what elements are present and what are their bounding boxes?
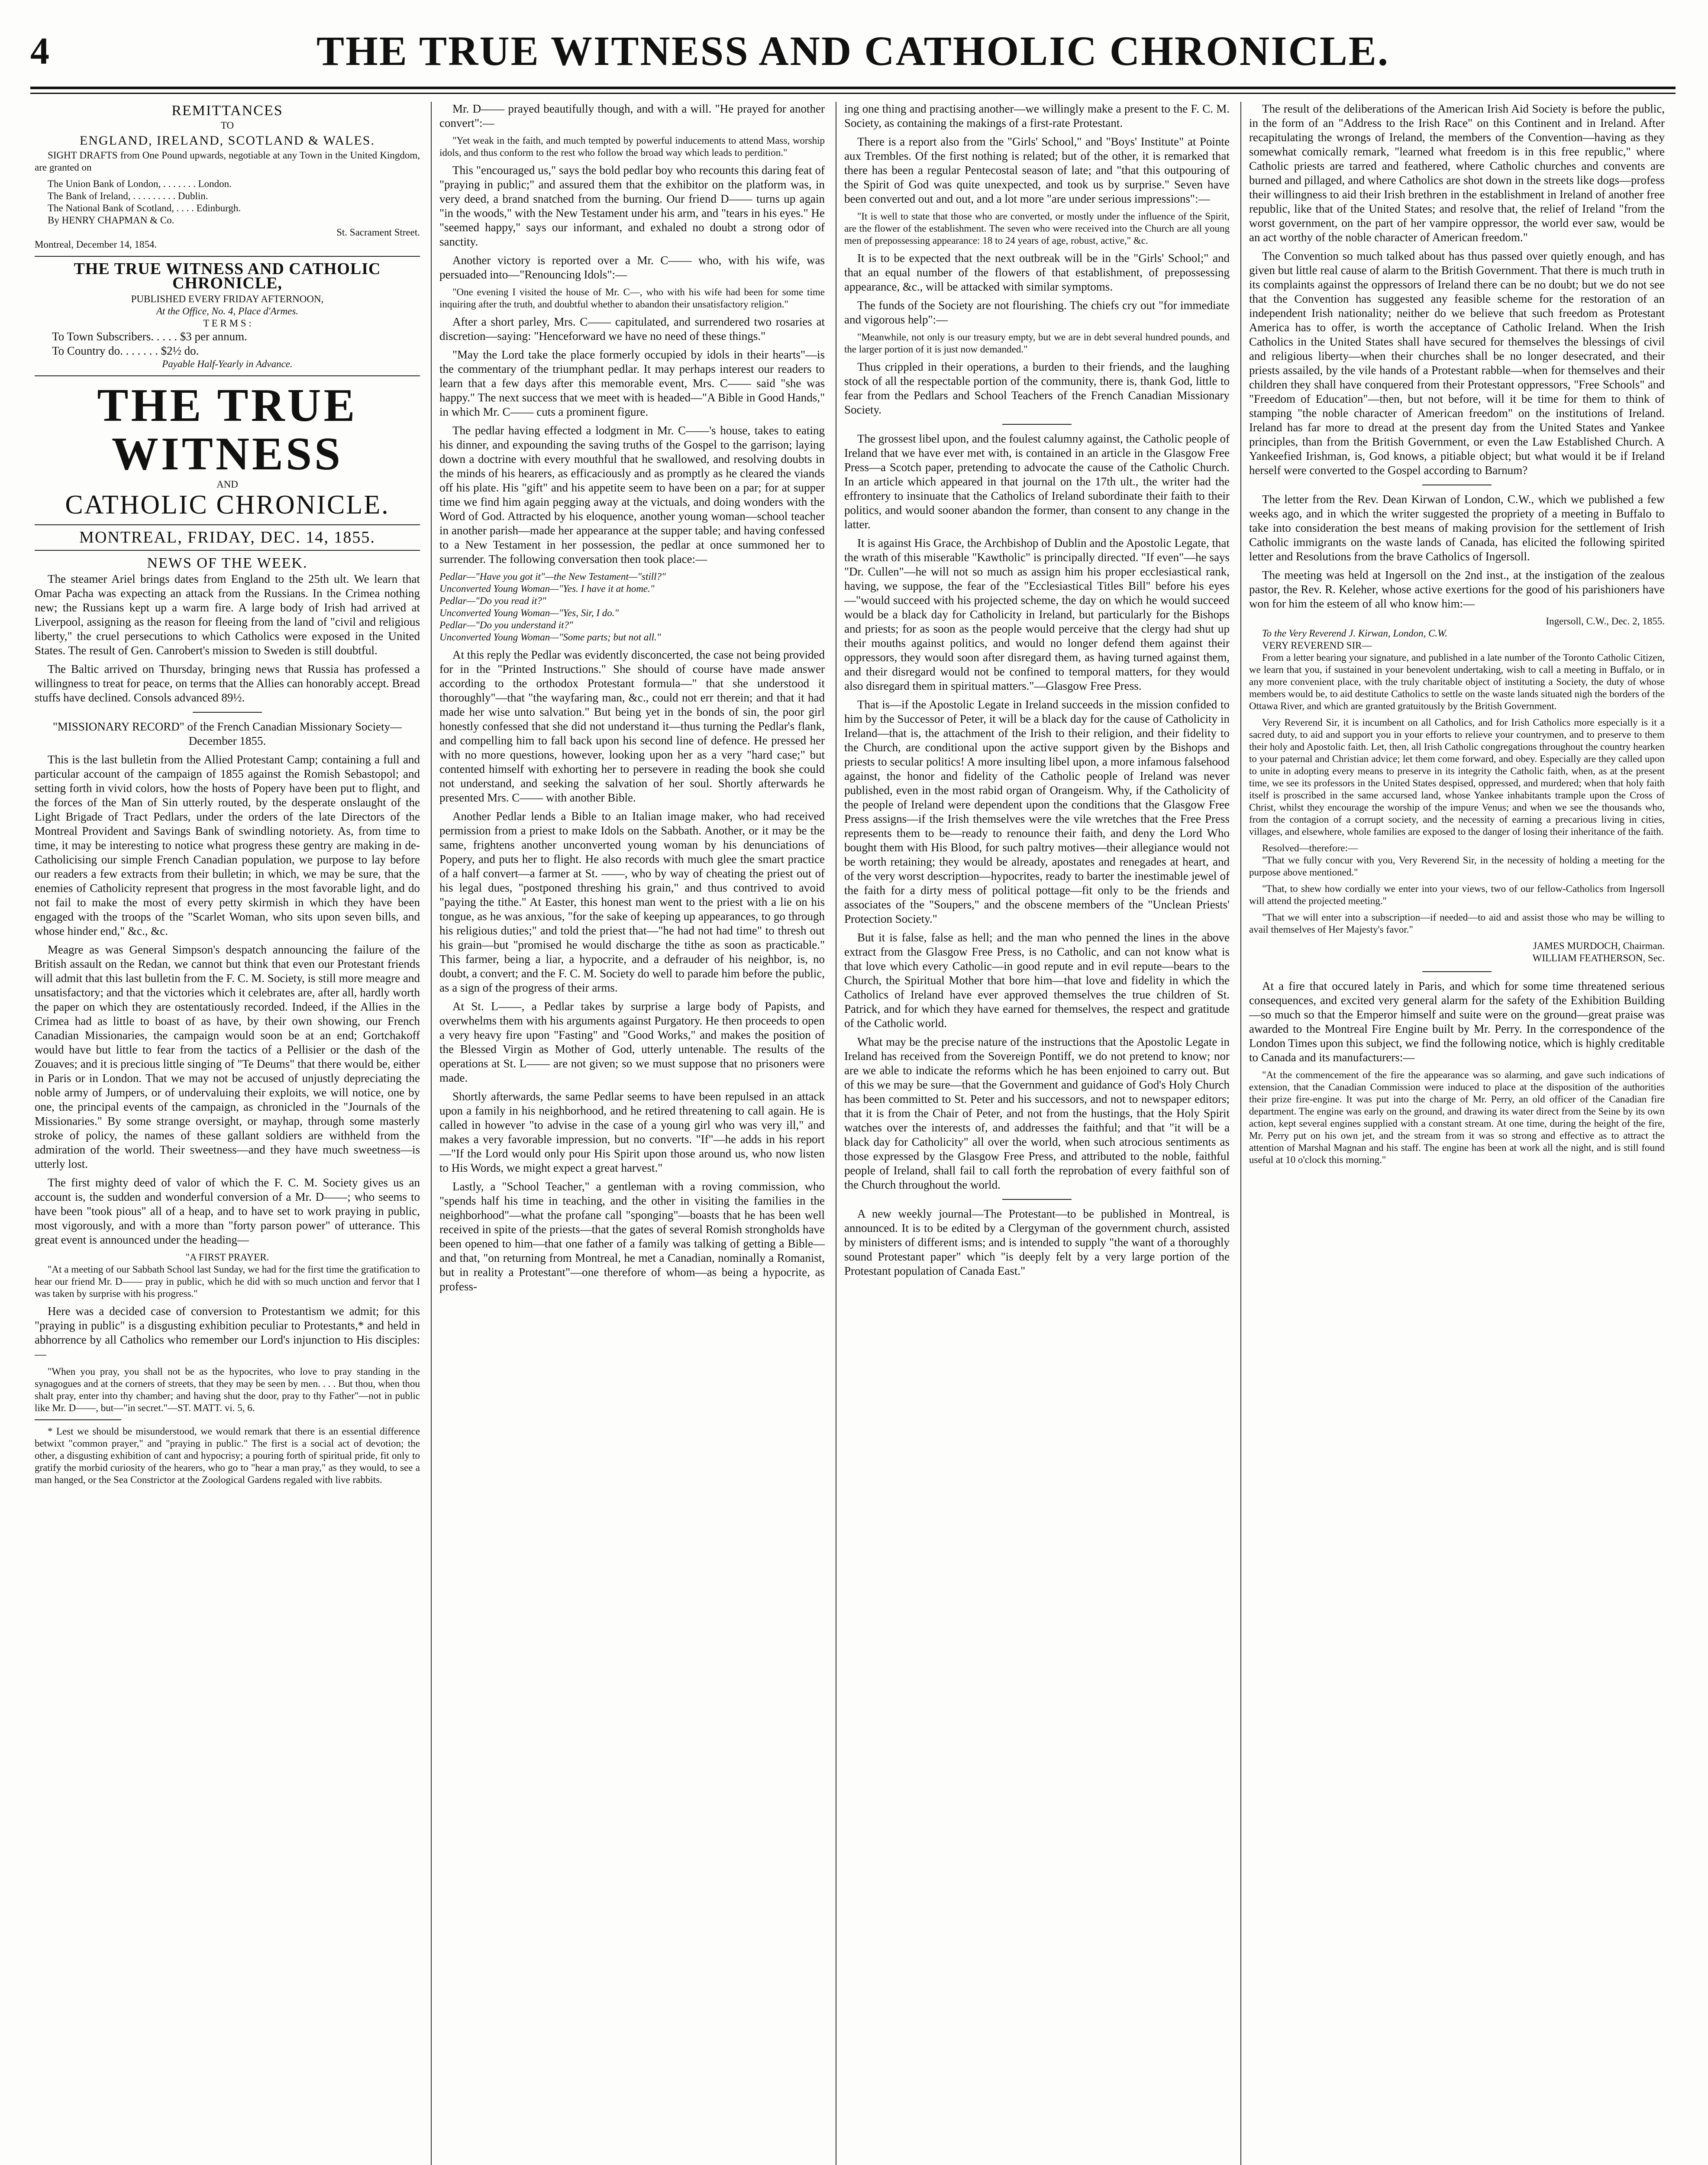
article-paragraph: Here was a decided case of conversion to Protestantism we admit; for this "praying in public" is a disgusting exhibition peculiar to Protestants,* and held in abhorrence by all Catholics who remember our Lord's injunction to His disciples:— [35, 1305, 420, 1360]
article-paragraph: The meeting was held at Ingersoll on the 2nd inst., at the instigation of the zealous pastor, the Rev. R. Keleher, whose active exertions for the good of his parishioners have won for him the esteem of all who know him:— [1249, 569, 1665, 610]
article-paragraph: Another Pedlar lends a Bible to an Italian image maker, who had received permission from a priest to make Idols on the Sabbath. Another, or it may be the same, frightens another unconverted young woman by his denunciations of Popery, and puts her to flight. He also records with much glee the smart practice of a half convert—a farmer at St. ——, who by way of cheating the priest out of his legal dues, "postponed threshing his grain," and thus contrived to avoid "paying the tithe." At Easter, this honest man went to the priest with a lie on his tongue, as he was anxious, "for the sake of keeping up appearances, to go through his religious duties;" and told the priest that—"he had not had time" to thresh out his grain—but "promised he would discharge the tithe as soon as practicable." This farmer, being a liar, a hypocrite, and a defrauder of his neighbor, is, no doubt, a convert; and the F. C. M. Society do well to parade him before the public, as a sign of the progress of their arms. [439, 810, 825, 994]
remittances-intro: SIGHT DRAFTS from One Pound upwards, negotiable at any Town in the United Kingdom, are granted on [35, 150, 420, 173]
quote-heading: "A FIRST PRAYER. [185, 1252, 269, 1263]
news-paragraph: The Baltic arrived on Thursday, bringing news that Russia has professed a willingness to treat for peace, on terms that the Allies can honorably accept. Bread stuffs have declined. Consols advanced 89½. [35, 662, 420, 704]
remittances-address: St. Sacrament Street. [336, 227, 420, 238]
article-paragraph: The first mighty deed of valor of which the F. C. M. Society gives us an account is, the sudden and wonderful conversion of a Mr. D——; who seems to have been "took pious" all of a heap, and to have set to work praying in public, most vigorously, and with a more than "forty parson power" of utterance. This great event is announced under the heading— [35, 1176, 420, 1246]
remittances-by: By HENRY CHAPMAN & Co. [48, 215, 174, 226]
quote: "At a meeting of our Sabbath School last Sunday, we had for the first time the gratification to hear our friend Mr. D—— pray in public, which he did with so much unction and fervor that I was taken by surprise with his progress." [35, 1264, 420, 1299]
news-heading: NEWS OF THE WEEK. [147, 555, 308, 571]
publisher-published: PUBLISHED EVERY FRIDAY AFTERNOON, [131, 294, 324, 304]
nameplate-and: AND [216, 479, 238, 490]
article-paragraph: It is against His Grace, the Archbishop of Dublin and the Apostolic Legate, that the wrath of this miserable "Kawtholic" is principally directed. "If even"—he says "Dr. Cullen"—he will not so much as assign him his proper ecclesiastical rank, having, we suppose, the fear of the "Ecclesiastical Titles Bill" before his eyes—"would succeed with his projected scheme, the day on which he would succeed would be a black day for Catholicity in Ireland, but particularly for the Bishops and priests; for as soon as the people would perceive that the clergy had shut up their mouths against politics, and would no longer defend them against their oppressors, they would soon after disregard them, as having turned against them, and their disregard would not be confined to temporal matters, for they would also disregard them in spiritual matters."—Glasgow Free Press. [844, 536, 1230, 692]
quote: "Meanwhile, not only is our treasury empty, but we are in debt several hundred pounds, and the larger portion of it is just now demanded." [844, 332, 1230, 355]
article-paragraph: But it is false, false as hell; and the man who penned the lines in the above extract from the Glasgow Free Press, is no Catholic, and can not know what is that love which every Catholic—in good repute and in evil repute—bears to the Church, the Spiritual Mother that bore him—that love and fidelity in which the Catholics of Ireland have ever approved themselves the true children of St. Patrick, and for which they have earned for themselves, the respect and gratitude of the Catholic world. [844, 931, 1230, 1030]
article-paragraph: Lastly, a "School Teacher," a gentleman with a roving commission, who "spends half his time in teaching, and the other in visiting the families in the neighborhood"—what the profane call "sponging"—boasts that he has been well received in spite of the priests—that the gates of several Romish strongholds have been opened to him—that one father of a family was talking of getting a Bible—and that, "on returning from Montreal, he met a Canadian, nominally a Romanist, but in reality a Protestant"—one therefore of whom—as being a hypocrite, as profess- [439, 1180, 825, 1293]
dialogue-line: Unconverted Young Woman—"Yes. I have it at home." [439, 583, 655, 594]
divider [1002, 1199, 1072, 1200]
article-paragraph: Meagre as was General Simpson's despatch announcing the failure of the British assault on the Redan, we cannot but think that even our Protestant friends will admit that this last bulletin from the F. C. M. Society, is still more meagre and unsatisfactory; and that the victories which it celebrates are, after all, hardly worth the paper on which they are ostentatiously recorded. Indeed, if the Allies in the Crimea had as little to boast of as have, by their own showing, our French Canadian Missionaries, the campaign would soon be at an end; Gortchakoff would have but little to fear from the tactics of a Pellisier or the dash of the Zouaves; and it is precious little singing of "Te Deums" that there would be, either in Paris or in London. That we may not be accused of unjustly depreciating the noble army of Jumpers, or of undervaluing their exploits, we will notice, one by one, the principal events of the campaign, as chronicled in the "Journals of the Missionaries." By some strange oversight, or mayhap, through some masterly stroke of policy, the names of these gallant soldiers are withheld from the admiration of the world. Their sweetness—and they have much sweetness—is utterly lost. [35, 943, 420, 1170]
article-paragraph: That is—if the Apostolic Legate in Ireland succeeds in the mission confided to him by the Successor of Peter, it will be a black day for the cause of Catholicity in Ireland—that is, the attachment of the Irish to their religion, and their fidelity to the Church, are conditional upon the active support given by the Bishops and priests to secular politics! A more insulting libel upon, a more infamous falsehood against, the honor and fidelity of the Catholic people of Ireland was never published, even in the most rabid organ of Orangeism. Why, if the Catholicity of the people of Ireland were dependent upon the conditions that the Glasgow Free Press assigns—if the Irish themselves were the vile wretches that the Free Press represents them to be—ready to renounce their faith, and deny the Lord Who bought them with His Blood, for such paltry motives—their allegiance would not be worth retaining; they would be already, apostates and renegades at heart, and of the very worst description—hypocrites, ready to barter the inestimable jewel of the faith for a dirty mess of political pottage—fit only to be the friends and associates of the "Soupers," and the obscene members of the "Unclean Priests' Protection Society." [844, 698, 1230, 925]
divider [35, 375, 420, 376]
article-paragraph: Another victory is reported over a Mr. C—— who, with his wife, was persuaded into—"Renouncing Idols":— [439, 254, 825, 281]
article-paragraph: It is to be expected that the next outbreak will be in the "Girls' School;" and that an equal number of the flowers of that establishment, of prepossessing appearance, &c., will be attacked with similar symptoms. [844, 252, 1230, 293]
article-paragraph: A new weekly journal—The Protestant—to be published in Montreal, is announced. It is to be edited by a Clergyman of the government church, assisted by ministers of different isms; and is intended to supply "the want of a thoroughly sound Protestant paper" which "is deeply felt by a very large portion of the Protestant population of Canada East." [844, 1207, 1230, 1277]
article-paragraph: At this reply the Pedlar was evidently disconcerted, the case not being provided for in the "Printed Instructions." She should of course have made answer according to the orthodox Protestant formula—" that she understood it thoroughly"—that "the wayfaring man, &c., could not err therein; and that it had made her wise unto salvation." But being yet in the bonds of sin, the poor girl honestly confessed that she did not understand it—thus turning the Pedlar's flank, and compelling him to fall back upon his second line of defence. He pressed her with no more questions, however, looking upon her as a very "hard case;" but contented himself with exhorting her to persevere in reading the book she could not understand, and seeking the salvation of her soul. Shortly afterwards he presented Mrs. C—— with another Bible. [439, 648, 825, 804]
article-paragraph: What may be the precise nature of the instructions that the Apostolic Legate in Ireland has received from the Sovereign Pontiff, we do not pretend to know; nor are we able to indicate the reforms which he has been enjoined to carry out. But of this we may be sure—that the Government and guidance of God's Holy Church has been committed to St. Peter and his successors, and not to newspaper editors; that it is from the Chair of Peter, and not from the hustings, that the Holy Spirit watches over the interests of, and addresses the faithful; and that "it will be a black day for Catholicity" all over the world, when such atrocious sentiments as those expressed by the Glasgow Free Press, and attributed to the noble, faithful people of Ireland, shall fail to call forth the reprobation of every faithful son of the Church throughout the world. [844, 1035, 1230, 1191]
article-paragraph: There is a report also from the "Girls' School," and "Boys' Institute" at Pointe aux Trembles. Of the first nothing is related; but of the other, it is remarked that there has been a regular Pentecostal season of late; and "that this outpouring of the Spirit of God was quite unexpected, and took us by surprise." Seven have been converted out and out, and a lot more "are under serious impressions":— [844, 135, 1230, 205]
terms-town: To Town Subscribers. . . . . $3 per annum. [52, 330, 247, 343]
terms-country: To Country do. . . . . . . $2½ do. [52, 344, 199, 357]
page-number: 4 [30, 30, 49, 72]
article-paragraph: After a short parley, Mrs. C—— capitulated, and surrendered two rosaries at discretion—saying: "Henceforward we have no need of these things." [439, 315, 825, 343]
signature: JAMES MURDOCH, Chairman. [1533, 940, 1665, 951]
divider [193, 712, 262, 713]
article-paragraph: The grossest libel upon, and the foulest calumny against, the Catholic people of Ireland that we have ever met with, is contained in an article in the Glasgow Free Press—a Scotch paper, pretending to advocate the cause of the Catholic Church. In an article which appeared in that journal on the 17th ult., the writer had the effrontery to insinuate that the Catholics of Ireland subordinate their faith to their politics, and would sooner abandon the former, than consent to any change in the latter. [844, 432, 1230, 531]
column-divider [431, 102, 432, 2165]
article-paragraph: At a fire that occured lately in Paris, and which for some time threatened serious consequences, and excited very general alarm for the safety of the Exhibition Building—so much so that the Emperor himself and suite were on the ground—great praise was awarded to the Montreal Fire Engine built by Mr. Perry. In the correspondence of the London Times upon this subject, we find the following notice, which is highly creditable to Canada and its manufacturers:— [1249, 979, 1665, 1064]
article-paragraph: The result of the deliberations of the American Irish Aid Society is before the public, in the form of an "Address to the Irish Race" on this Continent and in Ireland. After recapitulating the wrongs of Ireland, the members of the Convention—having as they somewhat comically remark, "learned what freedom is in this free republic," where Catholic priests are tarred and feathered, where Catholic churches and convents are burned and pillaged, and where Catholics are shot down in the streets like dogs—profess their willingness to aid their Irish brethren in the establishment in Ireland of another free republic, like that of the United States; and resolve that, the relief of Ireland "from the worst government, on the part of her vampire oppressor, the world ever saw, would be an act worthy of the noble character of American freedom." [1249, 102, 1665, 244]
quote: "At the commencement of the fire the appearance was so alarming, and gave such indications of extension, that the Canadian Commission were induced to place at the disposition of the authorities their prize fire-engine. It was put into the charge of Mr. Perry, an old officer of the Canadian fire department. The engine was early on the ground, and drawing its water direct from the Seine by its own action, kept several engines supplied with a constant stream. At one time, during the height of the fire, Mr. Perry put on his own jet, and the stream from it was so strong and effective as to attract the attention of Marshal Magnan and his staff. The engine has been at work all the night, and is still found useful at 10 o'clock this morning." [1249, 1070, 1665, 1165]
dialogue-line: Unconverted Young Woman—"Some parts; but not all." [439, 632, 661, 643]
nameplate-title: THE TRUE WITNESS [97, 380, 358, 480]
article-paragraph: Mr. D—— prayed beautifully though, and with a will. "He prayed for another convert":— [439, 102, 825, 129]
dialogue-line: Pedlar—"Do you read it?" [439, 595, 546, 606]
article-paragraph: The pedlar having effected a lodgment in Mr. C——'s house, takes to eating his dinner, and expounding the saving truths of the Gospel to the garrison; laying down a doctrine with every mouthful that he swallowed, and resolving doubts in the minds of his hearers, as efficaciously and as promptly as he cleared the viands off his plate. His "gift" and his appetite seem to have been on a par; for at supper time we find him again pegging away at the victuals, and doing wonders with the Word of God. Attracted by his eloquence, another young woman—school teacher in another parish—made her appearance at the supper table; and having confessed to a New Testament in her possession, the pedlar at once summoned her to surrender. The following conversation then took place:— [439, 424, 825, 565]
article-paragraph: Thus crippled in their operations, a burden to their friends, and the laughing stock of all the respectable portion of the community, there is, thank God, little to fear from the Pedlars and School Teachers of the French Canadian Missionary Society. [844, 360, 1230, 416]
remittances-date: Montreal, December 14, 1854. [35, 239, 157, 250]
letter-to: To the Very Reverend J. Kirwan, London, C.W. [1262, 628, 1448, 639]
article-paragraph: The letter from the Rev. Dean Kirwan of London, C.W., which we published a few weeks ago, and in which the writer suggested the propriety of a meeting in Buffalo to take into consideration the best means of making provision for the settlement of Irish Catholic immigrants on the waste lands of Canada, has elicited the following spirited letter and Resolutions from the brave Catholics of Ingersoll. [1249, 493, 1665, 563]
bank-item: The Union Bank of London, . . . . . . . London. [48, 178, 232, 189]
resolution: "That, to shew how cordially we enter into your views, two of our fellow-Catholics from Ingersoll will attend the projected meeting." [1249, 883, 1665, 906]
resolution: "That we will enter into a subscription—if needed—to aid and assist those who may be willing to avail themselves of Her Majesty's favor." [1249, 912, 1665, 935]
remittances-to: TO [220, 120, 234, 131]
divider [35, 524, 420, 525]
dateline: MONTREAL, FRIDAY, DEC. 14, 1855. [79, 528, 375, 546]
publisher-title: THE TRUE WITNESS AND CATHOLIC CHRONICLE, [74, 260, 381, 292]
column-2 [439, 102, 825, 2165]
bank-item: The Bank of Ireland, . . . . . . . . . Dublin. [48, 191, 208, 201]
running-title: THE TRUE WITNESS AND CATHOLIC CHRONICLE. [316, 28, 1389, 74]
nameplate-subtitle: CATHOLIC CHRONICLE. [65, 490, 390, 520]
dialogue-line: Pedlar—"Have you got it"—the New Testament—"still?" [439, 571, 666, 582]
terms-payable: Payable Half-Yearly in Advance. [162, 359, 293, 369]
publisher-office: At the Office, No. 4, Place d'Armes. [156, 306, 299, 317]
column-3 [844, 102, 1230, 2165]
signature: WILLIAM FEATHERSON, Sec. [1532, 953, 1665, 963]
article-paragraph: The Convention so much talked about has thus passed over quietly enough, and has given but little real cause of alarm to the British Government. That there is much truth in its complaints against the oppressors of Ireland there can be no doubt; but we do not see that the Convention has suggested any feasible scheme for the restoration of an independent Irish nationality; neither do we believe that such freedom as Protestant America has to offer, is worth the acceptance of Catholic Ireland. When the Irish Catholics in the United States shall have secured for themselves the blessings of civil and religious liberty—when their churches shall be no longer desecrated, and their priests assailed, by the vile hands of a Protestant rabble—when for themselves and their children they shall have conquered from their Protestant oppressors, "Free Schools" and "Freedom of Education"—then, but not before, will it be time for them to think of stamping "the noble character of American freedom" on the institutions of Ireland. Ireland has far more to dread at the present day from the United States and Yankee principles, than from the British Government, or even the Law Established Church. A Yankeefied Irishman, is, God knows, a pitiable object; but what would it be if Ireland herself were converted to the Gospel according to Barnum? [1249, 249, 1665, 477]
terms-label: T E R M S : [203, 318, 252, 329]
divider [1002, 424, 1072, 425]
divider [35, 550, 420, 551]
dialogue-line: Pedlar—"Do you understand it?" [439, 620, 573, 630]
bank-item: The National Bank of Scotland, . . . . Edinburgh. [48, 203, 241, 213]
divider [1422, 971, 1492, 972]
column-1 [35, 102, 420, 2165]
remittances-heading: REMITTANCES [171, 103, 283, 119]
column-divider [1240, 102, 1241, 2165]
letter-paragraph: From a letter bearing your signature, and published in a late number of the Toronto Catholic Citizen, we learn that you, if sustained in your benevolent undertaking, wish to call a meeting in Buffalo, or in any more convenient place, with the truly charitable object of instituting a Society, the duty of whose members would be, to aid destitute Catholics to settle on the waste lands situated nigh the borders of the Ottawa River, and which are granted gratuitously by the British Government. [1249, 652, 1665, 711]
quote: "It is well to state that those who are converted, or mostly under the influence of the Spirit, are the flower of the establishment. The seven who were received into the Church are all young men of prepossessing appearance: 18 to 24 years of age, robust, active," &c. [844, 211, 1230, 246]
article-paragraph: Shortly afterwards, the same Pedlar seems to have been repulsed in an attack upon a family in his neighborhood, and he retired threatening to call again. He is called in however "to advise in the case of a young girl who was very ill," and makes a very favorable impression, but no converts. "If"—he adds in his report—"If the Lord would only pour His Spirit upon those around us, who now listen to His Words, we might expect a great harvest." [439, 1090, 825, 1174]
dialogue-line: Unconverted Young Woman—"Yes, Sir, I do." [439, 607, 619, 618]
quote: "Yet weak in the faith, and much tempted by powerful inducements to attend Mass, worship idols, and thus conform to the rest who follow the broad way which leads to perdition." [439, 135, 825, 158]
letter-place: Ingersoll, C.W., Dec. 2, 1855. [1546, 616, 1665, 627]
remittances-regions: ENGLAND, IRELAND, SCOTLAND & WALES. [80, 133, 375, 148]
quote: "One evening I visited the house of Mr. C—, who with his wife had been for some time inquiring after the truth, and doubtful whether to abandon their unsatisfactory religion." [439, 287, 825, 310]
masthead-rule [30, 87, 1676, 94]
letter-salutation: VERY REVEREND SIR— [1262, 640, 1372, 651]
masthead [30, 17, 1676, 93]
article-paragraph: ing one thing and practising another—we willingly make a present to the F. C. M. Society, as containing the makings of a first-rate Protestant. [844, 102, 1230, 129]
article-paragraph: "May the Lord take the place formerly occupied by idols in their hearts"—is the commentary of the triumphant pedlar. It may perhaps interest our readers to learn that a few days after this memorable event, Mrs. C—— said "she was happy." The next success that we meet with is headed—"A Bible in Good Hands," in which Mr. C—— cuts a prominent figure. [439, 348, 825, 418]
column-4 [1249, 102, 1665, 2165]
resolution: "That we fully concur with you, Very Reverend Sir, in the necessity of holding a meeting for the purpose above mentioned." [1249, 855, 1665, 878]
footnote: * Lest we should be misunderstood, we would remark that there is an essential difference betwixt "common prayer," and "praying in public." The first is a social act of devotion; the other, a disgusting exhibition of cant and hypocrisy; a pouring forth of spiritual pride, fit only to gratify the morbid curiosity of the hearers, who go to "hear a man pray," as they would, to see a man hanged, or the Sea Constrictor at the Zoological Gardens regaled with live rabbits. [35, 1426, 420, 1485]
resolved-label: Resolved—therefore:— [1262, 843, 1358, 853]
missionary-heading: "MISSIONARY RECORD" of the French Canadian Missionary Society—December 1855. [52, 720, 402, 747]
footnote-rule [35, 1419, 121, 1420]
article-paragraph: At St. L——, a Pedlar takes by surprise a large body of Papists, and overwhelms them with his arguments against Purgatory. He then proceeds to open a very heavy fire upon "Fasting" and "Good Works," and makes the position of the Blessed Virgin as Mother of God, utterly untenable. The results of the operations at St. L—— are not given; so we must suppose that no prisoners were made. [439, 1000, 825, 1084]
article-paragraph: This is the last bulletin from the Allied Protestant Camp; containing a full and particular account of the campaign of 1855 against the Romish Sebastopol; and setting forth in vivid colors, how the hosts of Popery have been put to flight, and the forces of the Man of Sin utterly routed, by the desperate onslaught of the Light Brigade of Tract Pedlars, under the orders of the late Directors of the Montreal Provident and Savings Bank of swindling notoriety. As, from time to time, it may be interesting to notice what progress these gentry are making in de-Catholicising our simple French Canadian population, we purpose to lay before our readers a few extracts from their bulletin; in which, we may be sure, that the enemies of Catholicity represent that progress in the most favorable light, and do not fail to make the most of every petty skirmish in which they have been engaged with the troops of the "Scarlet Woman, who sits upon seven bills, and whose hinder end," &c., &c. [35, 753, 420, 937]
article-paragraph: This "encouraged us," says the bold pedlar boy who recounts this daring feat of "praying in public;" and assured them that the exhibitor on the platform was, in very deed, a brand snatched from the burning. Our friend D—— turns up again "in the woods," with the New Testament under his arm, and "tears in his eyes." He "seemed happy," says our informant, and exhaled no doubt a strong odor of sanctity. [439, 164, 825, 248]
news-paragraph: The steamer Ariel brings dates from England to the 25th ult. We learn that Omar Pacha was expecting an attack from the Russians. In the Crimea nothing new; the Russians kept up a warm fire. A large body of Irish had arrived at Liverpool, assigning as the reason for fleeing from the land of "civil and religious liberty," the cruel persecutions to which Catholics were exposed in the United States. The result of Gen. Canrobert's mission to Sweden is still doubtful. [35, 572, 420, 657]
divider [35, 256, 420, 257]
article-paragraph: The funds of the Society are not flourishing. The chiefs cry out "for immediate and vigorous help":— [844, 299, 1230, 326]
letter-paragraph: Very Reverend Sir, it is incumbent on all Catholics, and for Irish Catholics more especially is it a sacred duty, to aid and support you in your efforts to relieve your countrymen, and to preserve to them their holy and Apostolic faith. Let, then, all Irish Catholic congregations throughout the country hearken to your paternal and Christian advice; let them come forward, and obey. Especially are they called upon to unite in adopting every means to preserve in its integrity the Catholic faith, when, as at the present time, we see its professors in the United States despised, oppressed, and murdered; when that holy faith itself is proscribed in the same accursed land, whose Yankee inhabitants trample upon the Cross of Christ, whilst they encourage the worship of the impure Venus; and when we see the thousands who, from the contagion of a corrupt society, and the necessity of earning a precarious living in cities, villages, and elsewhere, whole families are exposed to the danger of losing their inheritance of the faith. [1249, 717, 1665, 837]
scripture-quote: "When you pray, you shall not be as the hypocrites, who love to pray standing in the synagogues and at the corners of streets, that they may be seen by men. . . . But thou, when thou shalt pray, enter into thy chamber; and having shut the door, pray to thy Father"—not in public like Mr. D——, but—"in secret."—ST. MATT. vi. 5, 6. [35, 1366, 420, 1413]
